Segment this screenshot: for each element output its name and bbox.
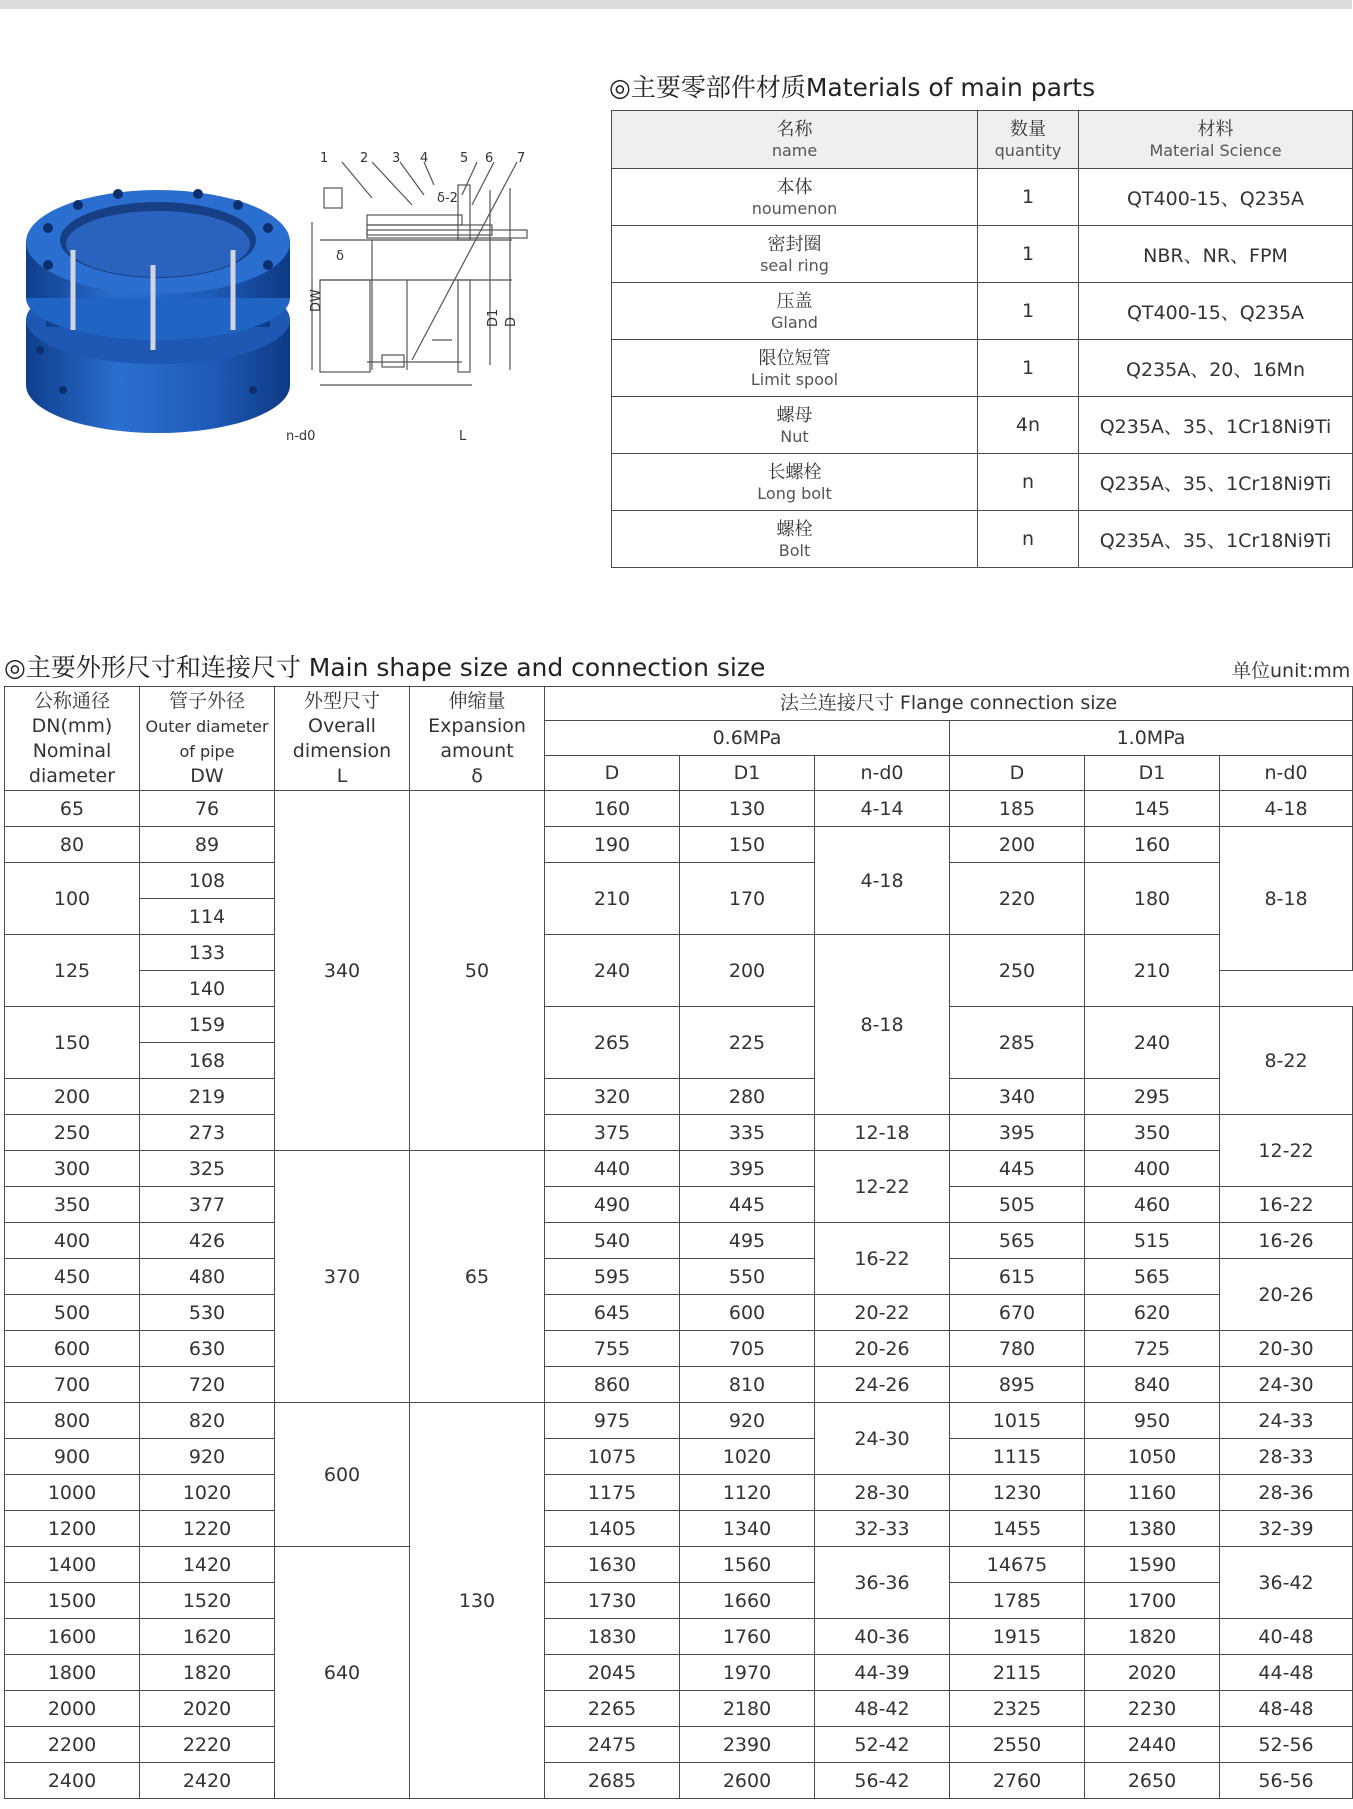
label-d: D (504, 316, 519, 327)
table-row: 140 (5, 971, 1353, 1007)
col-nd0: n-d0 (815, 756, 950, 791)
table-row: 2200 2220 2475 2390 52-42 2550 2440 52-56 (5, 1727, 1353, 1763)
table-row: 80 89 190 150 4-18 200 160 8-18 (5, 827, 1353, 863)
table-row: 压盖 Gland 1 QT400-15、Q235A (612, 283, 1353, 340)
col-d1: D1 (680, 756, 815, 791)
table-row: 300 325 370 65 440 395 12-22 445 400 (5, 1151, 1353, 1187)
table-row: 900 920 1075 1020 1115 1050 28-33 (5, 1439, 1353, 1475)
table-row: 长螺栓 Long bolt n Q235A、35、1Cr18Ni9Ti (612, 454, 1353, 511)
unit-label: 单位unit:mm (1232, 660, 1351, 682)
callout-6: 6 (485, 151, 494, 166)
table-row: 限位短管 Limit spool 1 Q235A、20、16Mn (612, 340, 1353, 397)
table-row: 1800 1820 2045 1970 44-39 2115 2020 44-48 (5, 1655, 1353, 1691)
callout-7: 7 (517, 151, 526, 166)
label-delta-2: δ-2 (437, 191, 458, 206)
callout-3: 3 (392, 151, 401, 166)
col-d1: D1 (1085, 756, 1220, 791)
table-row: 本体 noumenon 1 QT400-15、Q235A (612, 169, 1353, 226)
table-row: 螺母 Nut 4n Q235A、35、1Cr18Ni9Ti (612, 397, 1353, 454)
table-row: 100 108 210 170 220 180 (5, 863, 1353, 899)
header-flange: 法兰连接尺寸 Flange connection size (545, 687, 1353, 721)
table-row: 200 219 320 280 340 295 (5, 1079, 1353, 1115)
table-row: 1200 1220 1405 1340 32-33 1455 1380 32-39 (5, 1511, 1353, 1547)
table-row: 250 273 375 335 12-18 395 350 12-22 (5, 1115, 1353, 1151)
table-row: 700 720 860 810 24-26 895 840 24-30 (5, 1367, 1353, 1403)
materials-table (611, 110, 1353, 568)
table-row: 350 377 490 445 505 460 16-22 (5, 1187, 1353, 1223)
table-row: 150 159 265 225 285 240 8-22 (5, 1007, 1353, 1043)
col-nd0: n-d0 (1220, 756, 1353, 791)
header-name: 名称 name (612, 111, 978, 169)
callout-4: 4 (420, 151, 429, 166)
label-d1: D1 (486, 308, 501, 327)
header-row-1 (5, 687, 1353, 721)
header-material: 材料 Material Science (1079, 111, 1353, 169)
product-photo (18, 170, 303, 440)
table-row: 密封圈 seal ring 1 NBR、NR、FPM (612, 226, 1353, 283)
header-0-6mpa: 0.6MPa (545, 721, 950, 756)
table-row: 400 426 540 495 16-22 565 515 16-26 (5, 1223, 1353, 1259)
col-d: D (950, 756, 1085, 791)
label-nd0: n-d0 (286, 429, 316, 444)
table-row: 500 530 645 600 20-22 670 620 (5, 1295, 1353, 1331)
dimensions-title: ◎主要外形尺寸和连接尺寸 Main shape size and connection size (4, 653, 766, 682)
table-row: 168 (5, 1043, 1353, 1079)
label-l: L (459, 429, 467, 444)
label-dw: DW (309, 289, 324, 312)
table-row: 1600 1620 1830 1760 40-36 1915 1820 40-48 (5, 1619, 1353, 1655)
header-1-0mpa: 1.0MPa (950, 721, 1353, 756)
callout-1: 1 (320, 151, 329, 166)
col-d: D (545, 756, 680, 791)
table-row: 114 (5, 899, 1353, 935)
header-expansion: 伸缩量 Expansion amount δ (410, 687, 545, 791)
table-row: 2000 2020 2265 2180 48-42 2325 2230 48-48 (5, 1691, 1353, 1727)
header-dw: 管子外径 Outer diameter of pipe DW (140, 687, 275, 791)
technical-drawing (286, 150, 602, 450)
label-delta: δ (336, 249, 344, 264)
table-row: 1500 1520 1730 1660 1785 1700 (5, 1583, 1353, 1619)
table-row: 2400 2420 2685 2600 56-42 2760 2650 56-56 (5, 1763, 1353, 1799)
table-row: 1000 1020 1175 1120 28-30 1230 1160 28-36 (5, 1475, 1353, 1511)
callout-2: 2 (360, 151, 369, 166)
table-row: 65 76 340 50 160 130 4-14 185 145 4-18 (5, 791, 1353, 827)
top-bar (0, 0, 1352, 9)
table-row: 800 820 600 130 975 920 24-30 1015 950 24-33 (5, 1403, 1353, 1439)
materials-title: ◎主要零部件材质Materials of main parts (609, 73, 1096, 102)
dimensions-table (4, 686, 1353, 1799)
header-overall: 外型尺寸 Overall dimension L (275, 687, 410, 791)
table-row: 600 630 755 705 20-26 780 725 20-30 (5, 1331, 1353, 1367)
callout-5: 5 (460, 151, 469, 166)
table-row: 螺栓 Bolt n Q235A、35、1Cr18Ni9Ti (612, 511, 1353, 568)
header-quantity: 数量 quantity (978, 111, 1079, 169)
table-row: 125 133 240 200 8-18 250 210 (5, 935, 1353, 971)
table-row: 450 480 595 550 615 565 20-26 (5, 1259, 1353, 1295)
header-dn: 公称通径 DN(mm) Nominal diameter (5, 687, 140, 791)
materials-header-row (612, 111, 1353, 169)
table-row: 1400 1420 640 1630 1560 36-36 14675 1590 36-42 (5, 1547, 1353, 1583)
